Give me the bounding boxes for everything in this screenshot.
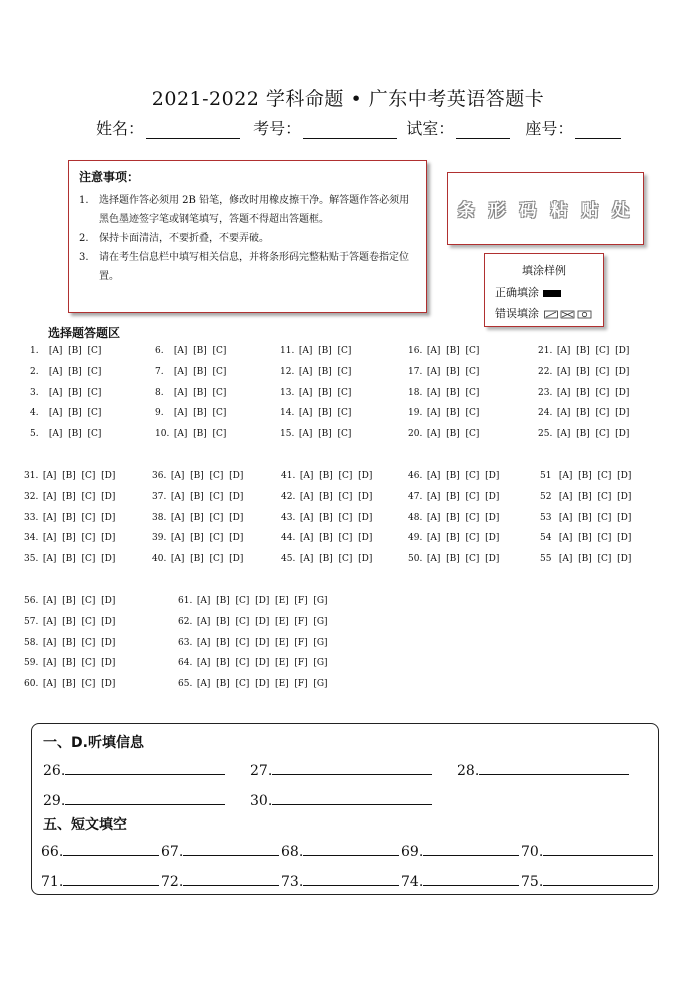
question-number: 21. — [538, 346, 553, 356]
choice-question-row — [540, 533, 631, 543]
choice-question-row — [540, 513, 631, 523]
question-number: 58. — [24, 637, 39, 648]
answer-options[interactable]: [A] [B] [C] — [171, 387, 227, 398]
question-number: 65. — [178, 679, 193, 690]
answer-blank-69[interactable]: 69. — [401, 841, 519, 860]
choice-question-row — [408, 533, 499, 543]
choice-question-row — [540, 492, 631, 502]
answer-options[interactable]: [A] [B] [C] [D] [E] [F] [G] — [194, 616, 328, 627]
answer-options[interactable]: [A] [B] [C] — [46, 408, 102, 419]
room-label: 试室： — [406, 119, 455, 138]
question-number: 33. — [24, 512, 39, 523]
answer-options[interactable]: [A] [B] [C] [D] — [556, 512, 632, 523]
answer-options[interactable]: [A] [B] [C] [D] — [40, 512, 116, 523]
answer-options[interactable]: [A] [B] [C] [D] — [424, 554, 500, 565]
answer-options[interactable]: [A] [B] [C] [D] — [297, 533, 373, 544]
answer-options[interactable]: [A] [B] [C] [D] — [297, 491, 373, 502]
choice-question-row — [152, 513, 243, 523]
choice-question-row — [178, 638, 328, 648]
question-number: 46. — [408, 471, 423, 481]
question-number: 8. — [155, 387, 164, 398]
answer-options[interactable]: [A] [B] [C] [D] — [40, 658, 116, 669]
answer-blank-66[interactable]: 66. — [41, 841, 159, 860]
answer-blank-68[interactable]: 68. — [281, 841, 399, 860]
question-number: 20. — [408, 429, 423, 440]
choice-question-row — [281, 533, 372, 543]
question-number: 50. — [408, 554, 423, 565]
question-number: 3. — [30, 387, 39, 398]
answer-options[interactable]: [A] [B] [C] [D] — [40, 616, 116, 627]
question-number: 19. — [408, 408, 423, 419]
answer-options[interactable]: [A] [B] [C] — [424, 346, 480, 356]
choice-question-row — [30, 408, 101, 418]
question-number: 16. — [408, 346, 423, 356]
choice-question-row — [24, 471, 115, 481]
answer-options[interactable]: [A] [B] [C] — [424, 408, 480, 419]
answer-blank-74[interactable]: 74. — [401, 871, 519, 890]
choice-question-row — [540, 471, 631, 481]
name-blank[interactable] — [146, 120, 240, 139]
question-number: 15. — [280, 429, 295, 440]
page-title: 2021-2022 学科命题 • 广东中考英语答题卡 — [151, 88, 545, 110]
answer-options[interactable]: [A] [B] [C] — [46, 387, 102, 398]
choice-question-row — [178, 679, 328, 689]
choice-question-row — [24, 554, 115, 564]
question-number: 56. — [24, 596, 39, 606]
choice-question-row — [178, 658, 328, 668]
answer-options[interactable]: [A] [B] [C] [D] — [297, 471, 373, 481]
listening-section-head: 一、D.听填信息 — [43, 735, 144, 751]
choice-question-row — [178, 617, 328, 627]
answer-options[interactable]: [A] [B] [C] [D] — [554, 366, 630, 377]
question-number: 24. — [538, 408, 553, 419]
question-number: 7. — [155, 366, 164, 377]
question-number: 12. — [280, 366, 295, 377]
choice-question-row — [152, 554, 243, 564]
answer-blank-27[interactable]: 27. — [250, 760, 432, 779]
wrong-mark-icons — [544, 310, 592, 319]
exam-no-label: 考号： — [253, 119, 302, 138]
fill-sample-title: 填涂样例 — [522, 264, 566, 277]
answer-options[interactable]: [A] [B] [C] [D] — [554, 387, 630, 398]
question-number: 49. — [408, 533, 423, 544]
answer-options[interactable]: [A] [B] [C] — [46, 366, 102, 377]
answer-options[interactable]: [A] [B] [C] [D] — [40, 533, 116, 544]
question-number: 61. — [178, 596, 193, 606]
choice-question-row — [281, 492, 372, 502]
choice-question-row — [280, 408, 351, 418]
cloze-section-head: 五、短文填空 — [43, 817, 127, 833]
choice-question-row — [408, 367, 479, 377]
answer-options[interactable]: [A] [B] [C] [D] — [556, 533, 632, 544]
seat-label: 座号： — [525, 119, 574, 138]
answer-options[interactable]: [A] [B] [C] — [171, 408, 227, 419]
choice-question-row — [152, 492, 243, 502]
question-number: 4. — [30, 408, 39, 419]
question-number: 31. — [24, 471, 39, 481]
notice-item: 2. 保持卡面清洁，不要折叠，不要弄破。 — [79, 233, 269, 244]
choice-question-row — [280, 367, 351, 377]
answer-options[interactable]: [A] [B] [C] [D] — [556, 471, 632, 481]
choice-question-row — [24, 492, 115, 502]
answer-options[interactable]: [A] [B] [C] [D] — [40, 491, 116, 502]
answer-blank-67[interactable]: 67. — [161, 841, 279, 860]
choice-question-row — [280, 388, 351, 398]
filled-mark-icon — [543, 290, 561, 297]
question-number: 37. — [152, 491, 167, 502]
wrong-sample-row — [495, 305, 592, 321]
choice-question-row — [178, 596, 328, 606]
answer-options[interactable]: [A] [B] [C] — [171, 346, 227, 356]
answer-options[interactable]: [A] [B] [C] — [424, 366, 480, 377]
question-number: 18. — [408, 387, 423, 398]
question-number: 5. — [30, 429, 39, 440]
question-number: 40. — [152, 554, 167, 565]
question-number: 9. — [155, 408, 164, 419]
choice-question-row — [408, 554, 499, 564]
student-info-row — [96, 116, 625, 139]
question-number: 17. — [408, 366, 423, 377]
answer-options[interactable]: [A] [B] [C] [D] — [424, 491, 500, 502]
choice-question-row — [24, 513, 115, 523]
choice-question-row — [408, 471, 499, 481]
answer-options[interactable]: [A] [B] [C] — [296, 408, 352, 419]
choice-question-row — [24, 617, 115, 627]
choice-question-row — [281, 471, 372, 481]
answer-options[interactable]: [A] [B] [C] [D] — [40, 471, 116, 481]
answer-options[interactable]: [A] [B] [C] [D] — [554, 346, 630, 356]
answer-options[interactable]: [A] [B] [C] [D] [E] [F] [G] — [194, 637, 328, 648]
fill-sample-box — [484, 253, 604, 327]
answer-options[interactable]: [A] [B] [C] [D] — [40, 596, 116, 606]
wrong-fill-label: 错误填涂 — [495, 307, 539, 320]
choice-question-row — [30, 429, 101, 439]
question-number: 54 — [540, 533, 552, 544]
question-number: 36. — [152, 471, 167, 481]
question-number: 42. — [281, 491, 296, 502]
question-number: 48. — [408, 512, 423, 523]
question-number: 57. — [24, 616, 39, 627]
choice-question-row — [538, 346, 629, 356]
question-number: 45. — [281, 554, 296, 565]
answer-options[interactable]: [A] [B] [C] [D] — [297, 554, 373, 565]
answer-options[interactable]: [A] [B] [C] [D] — [168, 491, 244, 502]
question-number: 13. — [280, 387, 295, 398]
choice-question-row — [24, 533, 115, 543]
choice-question-row — [538, 408, 629, 418]
choice-question-row — [408, 429, 479, 439]
answer-options[interactable]: [A] [B] [C] — [296, 366, 352, 377]
answer-options[interactable]: [A] [B] [C] — [46, 429, 102, 440]
choice-question-row — [24, 658, 115, 668]
notice-item: 1. 选择题作答必须用 2B 铅笔，修改时用橡皮擦干净。解答题作答必须用黑色墨迹签字笔或钢笔填写，答题不得超出答题框。 — [79, 195, 410, 225]
choice-question-row — [155, 367, 226, 377]
notice-title: 注意事项： — [79, 170, 140, 184]
question-number: 23. — [538, 387, 553, 398]
fill-in-section — [31, 723, 659, 895]
answer-options[interactable]: [A] [B] [C] — [171, 366, 227, 377]
seat-blank[interactable] — [575, 120, 621, 139]
answer-blank-28[interactable]: 28. — [457, 760, 629, 779]
answer-options[interactable]: [A] [B] [C] — [424, 387, 480, 398]
question-number: 60. — [24, 679, 39, 690]
choice-section-label: 选择题答题区 — [48, 326, 121, 340]
question-number: 35. — [24, 554, 39, 565]
question-number: 6. — [155, 346, 164, 356]
choice-question-row — [24, 596, 115, 606]
choice-question-row — [538, 367, 629, 377]
choice-question-row — [408, 492, 499, 502]
choice-question-row — [24, 638, 115, 648]
answer-options[interactable]: [A] [B] [C] [D] — [40, 554, 116, 565]
answer-options[interactable]: [A] [B] [C] — [296, 346, 352, 356]
answer-options[interactable]: [A] [B] [C] [D] — [40, 637, 116, 648]
answer-options[interactable]: [A] [B] [C] [D] — [556, 554, 632, 565]
exam-no-blank[interactable] — [303, 120, 397, 139]
answer-blank-73[interactable]: 73. — [281, 871, 399, 890]
question-number: 1. — [30, 346, 39, 356]
choice-question-row — [408, 388, 479, 398]
choice-question-row — [538, 429, 629, 439]
answer-options[interactable]: [A] [B] [C] [D] [E] [F] [G] — [194, 658, 328, 669]
answer-blank-71[interactable]: 71. — [41, 871, 159, 890]
choice-question-row — [155, 346, 226, 356]
question-number: 32. — [24, 491, 39, 502]
question-number: 44. — [281, 533, 296, 544]
answer-options[interactable]: [A] [B] [C] — [296, 429, 352, 440]
name-label: 姓名： — [96, 119, 145, 138]
question-number: 25. — [538, 429, 553, 440]
answer-options[interactable]: [A] [B] [C] [D] — [168, 471, 244, 481]
answer-options[interactable]: [A] [B] [C] [D] — [554, 408, 630, 419]
question-number: 14. — [280, 408, 295, 419]
answer-options[interactable]: [A] [B] [C] [D] — [40, 679, 116, 690]
answer-options[interactable]: [A] [B] [C] [D] — [168, 554, 244, 565]
answer-options[interactable]: [A] [B] [C] [D] — [168, 512, 244, 523]
question-number: 11. — [280, 346, 295, 356]
question-number: 63. — [178, 637, 193, 648]
answer-options[interactable]: [A] [B] [C] — [296, 387, 352, 398]
question-number: 55 — [540, 554, 552, 565]
choice-question-row — [152, 533, 243, 543]
answer-options[interactable]: [A] [B] [C] [D] [E] [F] [G] — [194, 596, 328, 606]
choice-question-row — [281, 513, 372, 523]
choice-question-row — [24, 679, 115, 689]
choice-question-row — [30, 367, 101, 377]
question-number: 38. — [152, 512, 167, 523]
correct-fill-label: 正确填涂 — [495, 286, 539, 299]
question-number: 51 — [540, 471, 552, 481]
answer-options[interactable]: [A] [B] [C] [D] — [424, 471, 500, 481]
choice-question-row — [280, 429, 351, 439]
answer-options[interactable]: [A] [B] [C] [D] — [424, 533, 500, 544]
question-number: 52 — [540, 491, 552, 502]
room-blank[interactable] — [456, 120, 510, 139]
notice-item: 3. 请在考生信息栏中填写相关信息，并将条形码完整粘贴于答题卷指定位置。 — [79, 252, 409, 282]
notice-list — [79, 191, 419, 286]
choice-question-row — [408, 408, 479, 418]
question-number: 2. — [30, 366, 39, 377]
barcode-label: 条 形 码 粘 贴 处 — [457, 201, 634, 221]
choice-question-row — [30, 346, 101, 356]
choice-question-row — [30, 388, 101, 398]
answer-options[interactable]: [A] [B] [C] [D] — [297, 512, 373, 523]
question-number: 10. — [155, 429, 170, 440]
question-number: 41. — [281, 471, 296, 481]
answer-options[interactable]: [A] [B] [C] [D] — [556, 491, 632, 502]
choice-question-row — [155, 388, 226, 398]
question-number: 43. — [281, 512, 296, 523]
choice-question-row — [538, 388, 629, 398]
answer-blank-26[interactable]: 26. — [43, 760, 225, 779]
question-number: 34. — [24, 533, 39, 544]
question-number: 62. — [178, 616, 193, 627]
answer-options[interactable]: [A] [B] [C] [D] [E] [F] [G] — [194, 679, 328, 690]
answer-blank-29[interactable]: 29. — [43, 790, 225, 809]
answer-options[interactable]: [A] [B] [C] [D] — [554, 429, 630, 440]
choice-question-row — [540, 554, 631, 564]
answer-blank-70[interactable]: 70. — [521, 841, 653, 860]
question-number: 53 — [540, 512, 552, 523]
choice-question-row — [408, 513, 499, 523]
answer-options[interactable]: [A] [B] [C] — [424, 429, 480, 440]
answer-options[interactable]: [A] [B] [C] — [46, 346, 102, 356]
choice-question-row — [408, 346, 479, 356]
choice-question-row — [280, 346, 351, 356]
question-number: 59. — [24, 658, 39, 669]
notice-box — [68, 160, 427, 313]
choice-question-row — [155, 408, 226, 418]
answer-options[interactable]: [A] [B] [C] — [171, 429, 227, 440]
barcode-area — [447, 172, 644, 245]
question-number: 47. — [408, 491, 423, 502]
question-number: 22. — [538, 366, 553, 377]
correct-sample-row — [495, 284, 561, 300]
question-number: 64. — [178, 658, 193, 669]
choice-question-row — [281, 554, 372, 564]
question-number: 39. — [152, 533, 167, 544]
answer-blank-72[interactable]: 72. — [161, 871, 279, 890]
answer-options[interactable]: [A] [B] [C] [D] — [424, 512, 500, 523]
choice-question-row — [155, 429, 226, 439]
answer-blank-30[interactable]: 30. — [250, 790, 432, 809]
choice-question-row — [152, 471, 243, 481]
answer-blank-75[interactable]: 75. — [521, 871, 653, 890]
answer-options[interactable]: [A] [B] [C] [D] — [168, 533, 244, 544]
